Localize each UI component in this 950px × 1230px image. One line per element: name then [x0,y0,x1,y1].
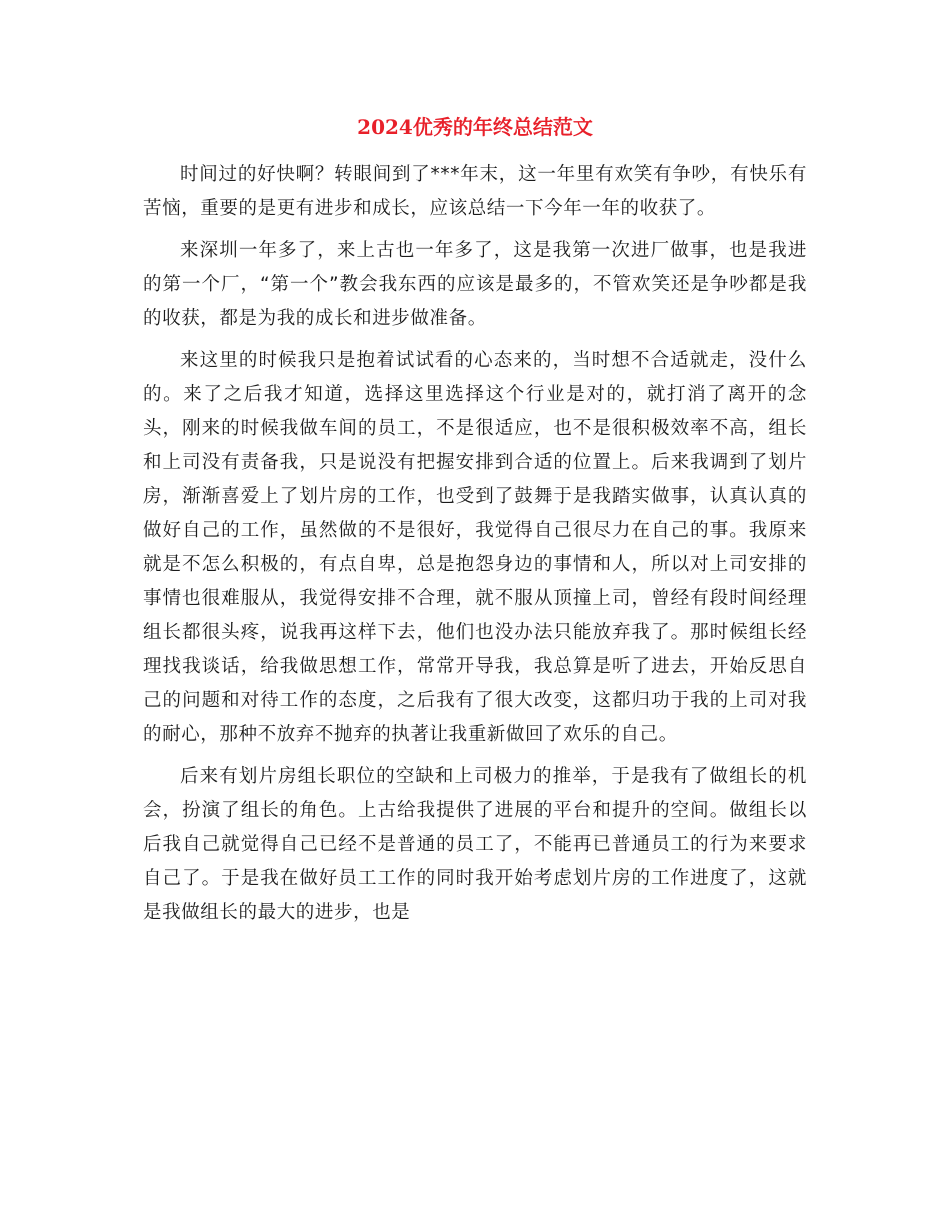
paragraph-2: 来深圳一年多了，来上古也一年多了，这是我第一次进厂做事，也是我进的第一个厂，“第一个”教会我东西的应该是最多的，不管欢笑还是争吵都是我的收获，都是为我的成长和进步做准备。 [143,240,807,329]
paragraph-3: 来这里的时候我只是抱着试试看的心态来的，当时想不合适就走，没什么的。来了之后我才知道，选择这里选择这个行业是对的，就打消了离开的念头，刚来的时候我做车间的员工，不是很适应，也不是很积极效率不高，组长和上司没有责备我，只是说没有把握安排到合适的位置上。后来我调到了划片房，渐渐喜爱上了划片房的工作，也受到了鼓舞于是我踏实做事，认真认真的做好自己的工作，虽然做的不是很好，我觉得自己很尽力在自己的事。我原来就是不怎么积极的，有点自卑，总是抱怨身边的事情和人，所以对上司安排的事情也很难服从，我觉得安排不合理，就不服从顶撞上司，曾经有段时间经理组长都很头疼，说我再这样下去，他们也没办法只能放弃我了。那时候组长经理找我谈话，给我做思想工作，常常开导我，我总算是听了进去，开始反思自己的问题和对待工作的态度，之后我有了很大改变，这都归功于我的上司对我的耐心，那种不放弃不抛弃的执著让我重新做回了欢乐的自己。 [143,350,807,745]
document-title: 2024优秀的年终总结范文 [357,115,593,139]
document-body [143,158,807,938]
paragraph-4: 后来有划片房组长职位的空缺和上司极力的推举，于是我有了做组长的机会，扮演了组长的角色。上古给我提供了进展的平台和提升的空间。做组长以后我自己就觉得自己已经不是普通的员工了，不能再已普通员工的行为来要求自己了。于是我在做好员工工作的同时我开始考虑划片房的工作进度了，这就是我做组长的最大的进步，也是 [143,766,807,923]
paragraph-1: 时间过的好快啊？转眼间到了***年末，这一年里有欢笑有争吵，有快乐有苦恼，重要的是更有进步和成长，应该总结一下今年一年的收获了。 [143,164,807,219]
